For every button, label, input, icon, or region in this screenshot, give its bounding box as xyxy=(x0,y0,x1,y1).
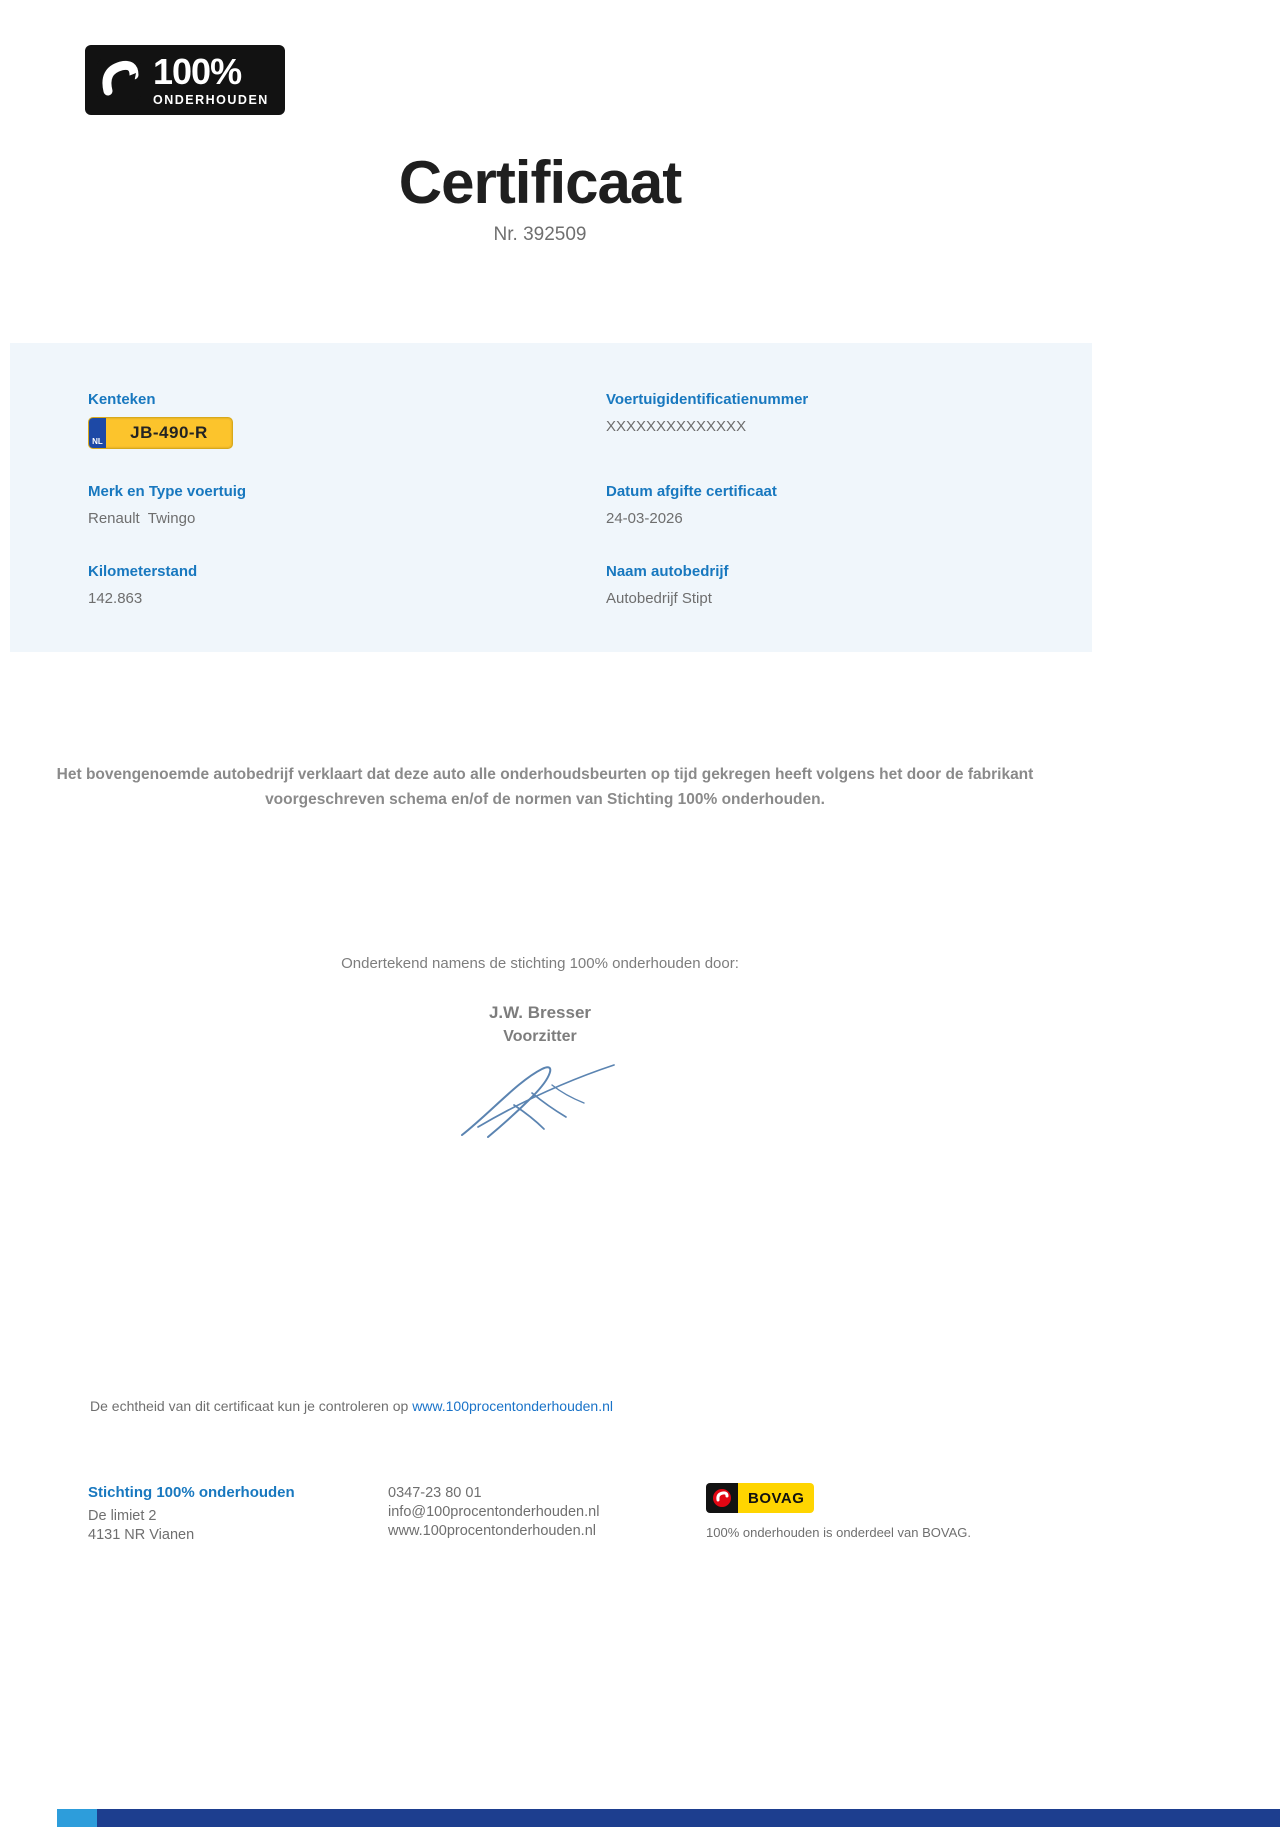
kilometerstand-label: Kilometerstand xyxy=(88,563,198,580)
merk-value: Renault Twingo xyxy=(88,510,196,527)
kilometerstand-value: 142.863 xyxy=(88,590,143,607)
field-kenteken xyxy=(88,391,233,449)
bovag-wordmark: BOVAG xyxy=(738,1483,814,1513)
wrench-icon xyxy=(95,56,143,104)
bovag-logo xyxy=(706,1483,814,1513)
signatory-name: J.W. Bresser xyxy=(488,1003,592,1022)
vin-label: Voertuigidentificatienummer xyxy=(606,391,809,408)
certificate-number: Nr. 392509 xyxy=(493,224,587,245)
logo-text xyxy=(153,50,269,107)
signatory-role: Voorzitter xyxy=(503,1028,577,1045)
field-autobedrijf xyxy=(606,563,729,607)
declaration-text: Het bovengenoemde autobedrijf verklaart dat deze auto alle onderhoudsbeurten op tijd gekregen heeft volgens het door de fabrikant voorgeschreven schema en/of de normen van Stichting 100% onderhouden. xyxy=(56,766,1034,808)
footer-contact xyxy=(388,1484,599,1541)
kenteken-label: Kenteken xyxy=(88,391,156,408)
footer-bovag xyxy=(706,1483,971,1540)
details-panel xyxy=(10,343,1092,652)
footer-address-line1: De limiet 2 xyxy=(88,1508,157,1524)
plate-country-code: NL xyxy=(92,437,103,446)
footer-organization xyxy=(88,1484,378,1545)
footer-phone: 0347-23 80 01 xyxy=(388,1485,482,1501)
field-merk-type xyxy=(88,483,246,527)
bovag-note: 100% onderhouden is onderdeel van BOVAG. xyxy=(706,1525,971,1540)
field-kilometerstand xyxy=(88,563,197,607)
autobedrijf-label: Naam autobedrijf xyxy=(606,563,729,580)
logo-name: ONDERHOUDEN xyxy=(153,92,269,107)
autobedrijf-value: Autobedrijf Stipt xyxy=(606,590,712,607)
field-vin xyxy=(606,391,808,435)
handwritten-signature xyxy=(456,1055,636,1150)
plate-country-strip xyxy=(89,418,106,448)
footer-org-name: Stichting 100% onderhouden xyxy=(88,1484,295,1501)
plate-number: JB-490-R xyxy=(130,423,208,442)
onderhouden-logo xyxy=(85,45,285,115)
signature-intro: Ondertekend namens de stichting 100% onderhouden door: xyxy=(341,955,739,972)
field-datum-afgifte xyxy=(606,483,777,527)
license-plate xyxy=(88,417,233,449)
bovag-icon xyxy=(706,1483,738,1513)
vin-value: XXXXXXXXXXXXXX xyxy=(606,418,747,435)
merk-label: Merk en Type voertuig xyxy=(88,483,247,500)
verification-link[interactable]: www.100procentonderhouden.nl xyxy=(412,1398,613,1414)
bottom-bar-dark-segment xyxy=(97,1809,1280,1827)
verification-text: De echtheid van dit certificaat kun je controleren op xyxy=(90,1398,409,1414)
logo-percent: 100% xyxy=(153,50,242,92)
datum-label: Datum afgifte certificaat xyxy=(606,483,777,500)
footer-website: www.100procentonderhouden.nl xyxy=(388,1523,596,1539)
footer-email: info@100procentonderhouden.nl xyxy=(388,1504,600,1520)
verification-line xyxy=(90,1398,613,1414)
footer-address-line2: 4131 NR Vianen xyxy=(88,1527,195,1543)
page-title: Certificaat xyxy=(398,149,682,216)
bottom-bar-light-segment xyxy=(57,1809,97,1827)
datum-value: 24-03-2026 xyxy=(606,510,683,527)
